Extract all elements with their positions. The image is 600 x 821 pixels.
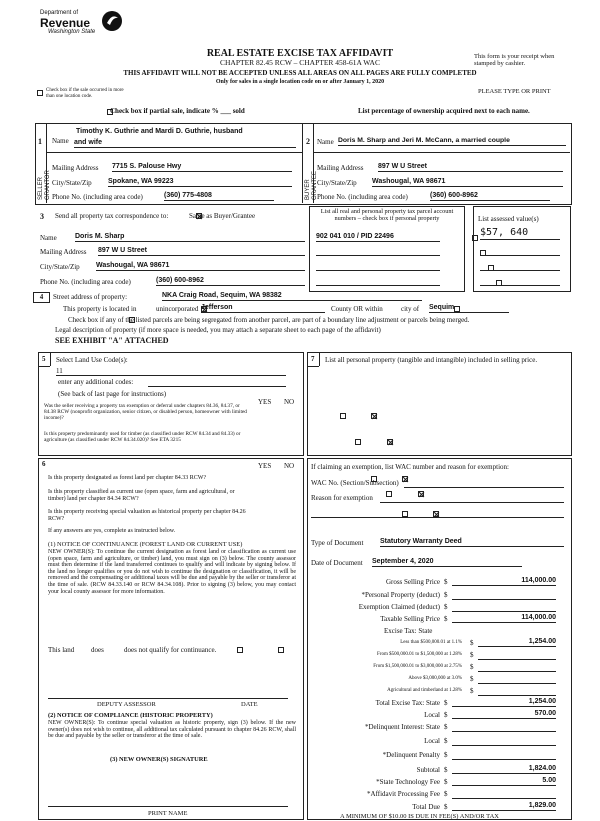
land-does-not-label: does not qualify for continuance.: [124, 646, 217, 654]
seller-side-label: SELLER GRANTOR: [38, 170, 51, 200]
penalty-label: *Delinquent Penalty: [382, 751, 440, 759]
affidavit-fee-dollar: $: [444, 790, 448, 798]
delinq-local-label: Local: [424, 737, 440, 745]
date-label: DATE: [241, 701, 258, 708]
notice-continuance-title: (1) NOTICE OF CONTINUANCE (FOREST LAND OR CURRENT USE): [48, 541, 243, 548]
seller-mail-label: Mailing Address: [52, 164, 99, 172]
bracket-3-label: From $1,500,000.01 to $3,000,000 at 2.75%: [373, 664, 462, 669]
logo-revenue: Revenue: [40, 15, 91, 30]
delinq-local-dollar: $: [444, 737, 448, 745]
buyer-city-label: City/State/Zip: [317, 179, 357, 187]
corr-city-label: City/State/Zip: [40, 263, 80, 271]
penalty-dollar: $: [444, 751, 448, 759]
receipt-note: This form is your receipt when stamped by cashier.: [474, 53, 555, 68]
local-value: 570.00: [452, 710, 556, 719]
tech-fee-label: *State Technology Fee: [376, 778, 440, 786]
personal-property-label: List all personal property (tangible and intangible) included in selling price.: [325, 356, 538, 364]
additional-codes-label: enter any additional codes:: [58, 378, 134, 386]
section-7-num: 7: [311, 355, 315, 363]
s6-question-1: Is this property designated as forest land per chapter 84.33 RCW?: [48, 475, 207, 481]
county-or-label: County OR within: [331, 305, 383, 313]
delinq-state-label: *Delinquent Interest: State: [364, 723, 440, 731]
seller-name-line2: and wife: [74, 139, 296, 148]
gross-dollar: $: [444, 578, 448, 586]
corr-mail: 897 W U Street: [98, 247, 305, 256]
s6-if-yes: If any answers are yes, complete as instructed below.: [48, 528, 176, 534]
please-type: PLEASE TYPE OR PRINT: [478, 88, 551, 95]
section-2-num: 2: [306, 137, 310, 146]
total-due-label: Total Due: [412, 803, 440, 811]
total-due-dollar: $: [444, 803, 448, 811]
seller-mail: 7715 S. Palouse Hwy: [112, 163, 292, 172]
bracket-1-dollar: $: [470, 639, 474, 647]
bracket-5-label: Agricultural and timberland at 1.28%: [387, 688, 462, 693]
new-owner-signature-title: (3) NEW OWNER(S) SIGNATURE: [110, 756, 208, 763]
notice-compliance-title: (2) NOTICE OF COMPLIANCE (HISTORIC PROPERTY): [48, 712, 213, 719]
personal-deduct-label: *Personal Property (deduct): [361, 591, 440, 599]
land-does-label: does: [91, 646, 104, 654]
s5-question-2: Is this property predominantly used for timber (as classified under RCW 84.34 and 84.33) or agriculture (as classified under RCW 84.34.020)? See ETA 3215: [44, 431, 241, 444]
section-3-num: 3: [40, 212, 44, 221]
multi-location-label: Check box if the sale occurred in more than one location code.: [46, 88, 124, 99]
section-6-num: 6: [42, 460, 46, 468]
revenue-swoosh-icon: [100, 9, 124, 33]
bracket-1-label: Less than $500,000.01 at 1.1%: [400, 640, 462, 645]
notice-compliance-text: NEW OWNER(S): To continue special valuation as historic property, sign (3) below. If the new owner(s) does not wish to continue, all additional tax calculated pursuant to chapter 84.26 RCW, shall be due and payable by the seller or transferor at the time of sale.: [48, 720, 296, 740]
bracket-1-value: 1,254.00: [478, 638, 556, 647]
doc-date-label: Date of Document: [311, 559, 363, 567]
print-name-label: PRINT NAME: [148, 810, 188, 817]
notice-continuance-text: NEW OWNER(S): To continue the current designation as forest land or classification as current use (open space, farm and agriculture, or timber) land, you must sign on (3) below. The county assessor must then determine if the land transferred continues to qualify and will indicate by signing below. If the land no longer qualifies or you do not wish to continue the designation or classification, it will be removed and the compensating or additional taxes will be due and payable by the seller or transferor at the time of sale. (RCW 84.33.140 or RCW 84.34.108). Prior to signing (3) below, you may contact your local county assessor for more information.: [48, 549, 296, 595]
s5-no-header: NO: [284, 398, 295, 406]
see-back-note: (See back of last page for instructions): [58, 390, 167, 398]
minimum-note: A MINIMUM OF $10.00 IS DUE IN FEE(S) AND/OR TAX: [340, 813, 499, 820]
exempt-dollar: $: [444, 603, 448, 611]
buyer-side-label: BUYER GRANTEE: [305, 170, 318, 200]
exemption-label: If claiming an exemption, list WAC number and reason for exemption:: [311, 463, 509, 471]
logo-state: Washington State: [48, 28, 96, 35]
section-4-num: 4: [33, 292, 50, 303]
subtotal-label: Subtotal: [416, 766, 440, 774]
city-of-label: city of: [401, 305, 420, 313]
bracket-2-dollar: $: [470, 651, 474, 659]
parcel-header: List all real and personal property tax parcel account numbers – check box if personal property: [320, 208, 454, 223]
section-7-box: [307, 352, 572, 456]
local-dollar: $: [444, 711, 448, 719]
gross-value: 114,000.00: [452, 577, 556, 586]
corr-name-label: Name: [40, 234, 57, 242]
see-exhibit: SEE EXHIBIT "A" ATTACHED: [55, 336, 169, 345]
corr-mail-label: Mailing Address: [40, 248, 87, 256]
assessed-value: $57, 640: [480, 227, 560, 240]
land-use-label: Select Land Use Code(s):: [56, 356, 128, 364]
form-title: REAL ESTATE EXCISE TAX AFFIDAVIT: [206, 48, 394, 59]
county-value: Jefferson: [201, 304, 325, 313]
buyer-name-label: Name: [317, 138, 334, 146]
parcel-number: 902 041 010 / PID 22496: [316, 233, 440, 242]
local-label: Local: [424, 711, 440, 719]
tech-fee-value: 5.00: [452, 777, 556, 786]
street-address: NKA Craig Road, Sequim, WA 98382: [162, 292, 422, 301]
form-warning: THIS AFFIDAVIT WILL NOT BE ACCEPTED UNLESS ALL AREAS ON ALL PAGES ARE FULLY COMPLETED: [123, 69, 477, 77]
personal-dollar: $: [444, 591, 448, 599]
section-1-num: 1: [38, 137, 42, 146]
corr-city: Washougal, WA 98671: [96, 262, 305, 271]
seller-city: Spokane, WA 99223: [108, 178, 292, 187]
land-does-checkbox[interactable]: [237, 647, 243, 653]
this-land-label: This land: [48, 646, 75, 654]
doc-date: September 4, 2020: [372, 558, 522, 567]
subtotal-value: 1,824.00: [452, 765, 556, 774]
land-use-code: 11: [56, 367, 286, 376]
form-only-for: Only for sales in a single location code on or after January 1, 2020: [215, 79, 385, 85]
bracket-2-label: From $500,000.01 to $1,500,000 at 1.28%: [377, 652, 462, 657]
street-label: Street address of property:: [53, 293, 128, 301]
taxable-value: 114,000.00: [452, 614, 556, 623]
boundary-label: Check box if any of the listed parcels are being segregated from another parcel, are part of a boundary line adjustment or parcels being merged.: [68, 316, 470, 324]
land-does-not-checkbox[interactable]: [278, 647, 284, 653]
doc-type-label: Type of Document: [311, 539, 364, 547]
gross-label: Gross Selling Price: [385, 578, 440, 586]
partial-sale-label: Check box if partial sale, indicate % ___ sold: [110, 107, 245, 115]
exempt-deduct-label: Exemption Claimed (deduct): [358, 603, 440, 611]
total-due-value: 1,829.00: [452, 802, 556, 811]
seller-city-label: City/State/Zip: [52, 179, 92, 187]
corr-name: Doris M. Sharp: [75, 233, 305, 242]
multi-location-checkbox[interactable]: [37, 90, 43, 96]
logo-dept: Department of: [40, 10, 79, 16]
s6-question-3: Is this property receiving special valuation as historical property per chapter 84.26 RCW?: [48, 509, 246, 522]
located-in-label: This property is located in: [63, 305, 137, 313]
buyer-city: Washougal, WA 98671: [372, 178, 563, 187]
corr-phone-label: Phone No. (including area code): [40, 278, 131, 286]
s5-yes-header: YES: [258, 398, 272, 406]
buyer-name: Doris M. Sharp and Jeri M. McCann, a married couple: [338, 137, 566, 146]
seller-phone-label: Phone No. (including area code): [52, 193, 143, 201]
taxable-label: Taxable Selling Price: [380, 615, 440, 623]
unincorporated-label: unincorporated: [156, 305, 199, 313]
legal-description-label: Legal description of property (if more space is needed, you may attach a separate sheet to each page of the affidavit): [55, 326, 381, 334]
s5-question-1: Was the seller receiving a property tax exemption or deferral under chapters 84.36, 84.37, or 84.38 RCW (nonprofit organization, senior citizen, or disabled person, homeowner with limited income)?: [44, 403, 247, 422]
bracket-4-label: Above $3,000,000 at 3.0%: [408, 676, 462, 681]
deputy-assessor-label: DEPUTY ASSESSOR: [97, 701, 156, 708]
wac-label: WAC No. (Section/Subsection): [311, 479, 399, 487]
ownership-note: List percentage of ownership acquired next to each name.: [358, 107, 530, 115]
total-state-value: 1,254.00: [452, 698, 556, 707]
assessed-header: List assessed value(s): [478, 215, 539, 223]
tech-fee-dollar: $: [444, 778, 448, 786]
seller-phone: (360) 775-4808: [164, 192, 274, 201]
corr-phone: (360) 600-8962: [156, 277, 305, 286]
buyer-mail: 897 W U Street: [378, 163, 563, 172]
subtotal-dollar: $: [444, 766, 448, 774]
seller-name-label: Name: [52, 137, 69, 145]
bracket-3-dollar: $: [470, 663, 474, 671]
s6-question-2: Is this property classified as current use (open space, farm and agricultural, or timber) land per chapter 84.34 RCW?: [48, 489, 235, 502]
excise-state-label: Excise Tax: State: [384, 627, 433, 635]
affidavit-fee-label: *Affidavit Processing Fee: [367, 790, 440, 798]
total-state-dollar: $: [444, 699, 448, 707]
taxable-dollar: $: [444, 615, 448, 623]
delinq-state-dollar: $: [444, 723, 448, 731]
doc-type: Statutory Warranty Deed: [380, 538, 564, 547]
form-chapter: CHAPTER 82.45 RCW – CHAPTER 458-61A WAC: [220, 58, 380, 67]
bracket-5-dollar: $: [470, 687, 474, 695]
city-value: Sequim: [429, 304, 509, 313]
reason-label: Reason for exemption: [311, 494, 373, 502]
buyer-phone: (360) 600-8962: [430, 192, 550, 201]
seller-name-line1: Timothy K. Guthrie and Mardi D. Guthrie, husband: [76, 128, 243, 135]
correspondence-label: Send all property tax correspondence to:: [55, 212, 169, 220]
buyer-mail-label: Mailing Address: [317, 164, 364, 172]
same-as-buyer-label: Same as Buyer/Grantee: [189, 212, 256, 220]
total-state-label: Total Excise Tax: State: [375, 699, 440, 707]
s6-no-header: NO: [284, 462, 295, 470]
section-5-num: 5: [42, 355, 46, 363]
personal-property-checkbox-1[interactable]: [472, 235, 478, 241]
buyer-phone-label: Phone No. (including area code): [317, 193, 408, 201]
s6-yes-header: YES: [258, 462, 272, 470]
bracket-4-dollar: $: [470, 675, 474, 683]
